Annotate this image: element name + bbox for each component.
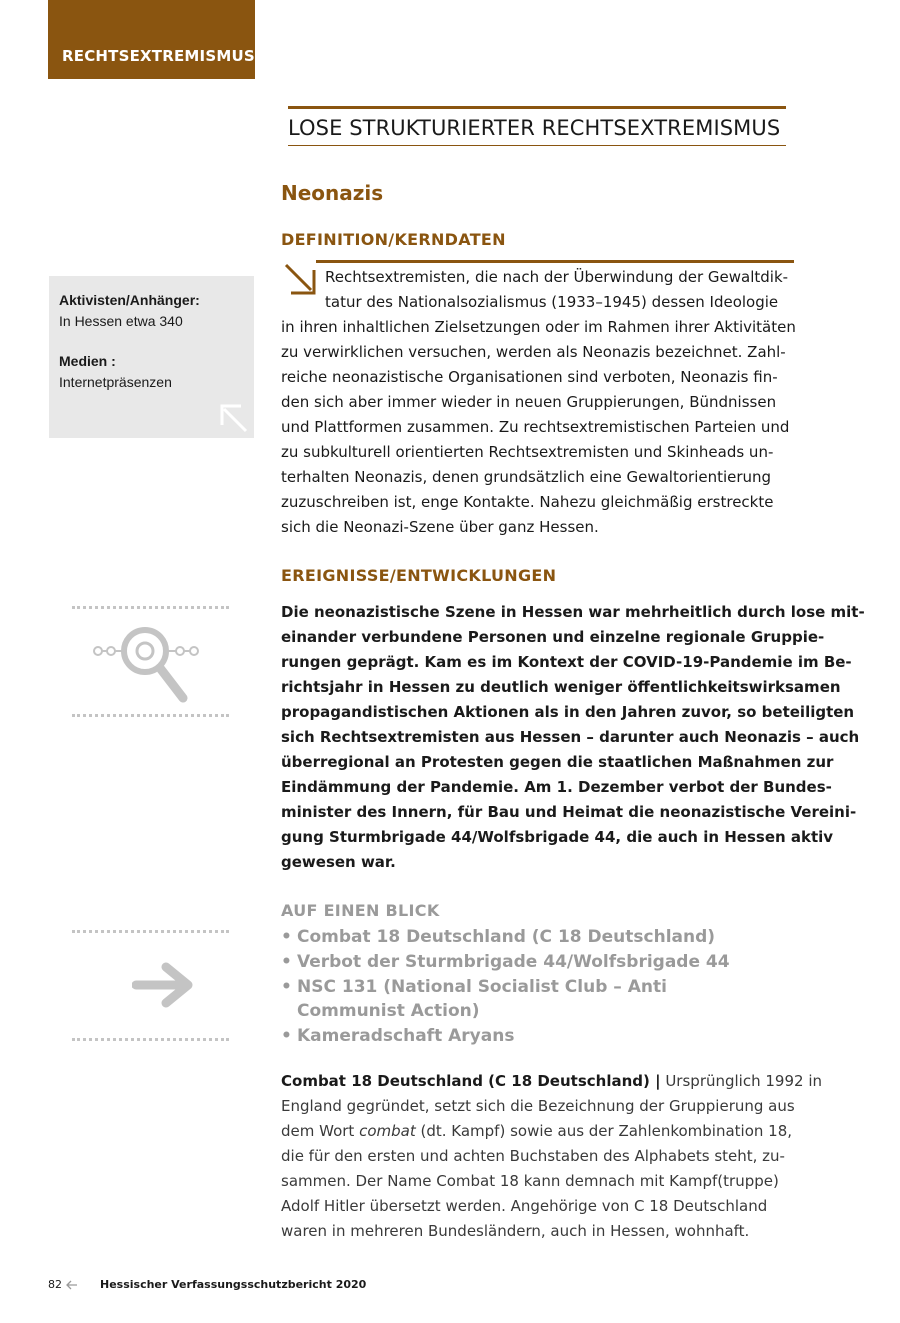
text-line: (dt. Kampf) sowie aus der Zahlenkombination 18,: [415, 1122, 793, 1140]
text-line: sich Rechtsextremisten aus Hessen – darunter auch Neonazis – auch: [281, 728, 860, 746]
text-line: zu subkulturell orientierten Rechtsextremisten und Skinheads un-: [281, 443, 774, 461]
text-line: in ihren inhaltlichen Zielsetzungen oder im Rahmen ihrer Aktivitäten: [281, 318, 796, 336]
text-line: überregional an Protesten gegen die staatlichen Maßnahmen zur: [281, 753, 834, 771]
events-text: [281, 600, 865, 875]
activists-value: In Hessen etwa 340: [59, 313, 183, 329]
definition-rule: [316, 260, 794, 263]
dotted-divider: [72, 714, 229, 717]
main-heading-box: [288, 106, 786, 146]
text-line: zu verwirklichen versuchen, werden als Neonazis bezeichnet. Zahl-: [281, 343, 786, 361]
combat18-text: [281, 1069, 822, 1244]
text-line: Die neonazistische Szene in Hessen war mehrheitlich durch lose mit-: [281, 603, 865, 621]
text-line: Rechtsextremisten, die nach der Überwindung der Gewaltdik-: [325, 268, 789, 286]
dotted-divider: [72, 1038, 229, 1041]
text-line: die für den ersten und achten Buchstaben des Alphabets steht, zu-: [281, 1147, 785, 1165]
key-facts-box: [49, 276, 254, 438]
arrow-up-left-icon: [214, 398, 254, 438]
text-line: terhalten Neonazis, denen grundsätzlich eine Gewaltorientierung: [281, 468, 772, 486]
emphasis-term: combat: [359, 1122, 416, 1140]
section-tab-label: RECHTSEXTREMISMUS: [62, 47, 255, 65]
arrow-right-icon: [132, 962, 194, 1008]
dotted-divider: [72, 930, 229, 933]
text-line: Eindämmung der Pandemie. Am 1. Dezember verbot der Bundes-: [281, 778, 832, 796]
text-line: Adolf Hitler übersetzt werden. Angehörige von C 18 Deutschland: [281, 1197, 768, 1215]
text-line: propagandistischen Aktionen als in den Jahren zuvor, so beteiligten: [281, 703, 855, 721]
page-number: [48, 1278, 62, 1291]
text-line: England gegründet, setzt sich die Bezeichnung der Gruppierung aus: [281, 1097, 795, 1115]
arrow-left-icon: [66, 1280, 78, 1290]
section-tab: [48, 0, 255, 79]
list-item: • Combat 18 Deutschland (C 18 Deutschland): [281, 925, 777, 949]
text-line: sammen. Der Name Combat 18 kann demnach mit Kampf(truppe): [281, 1172, 779, 1190]
text-line: richtsjahr in Hessen zu deutlich weniger öffentlichkeitswirksamen: [281, 678, 841, 696]
list-item: • Kameradschaft Aryans: [281, 1024, 777, 1048]
subheading: Neonazis: [281, 181, 384, 205]
activists-label: Aktivisten/Anhänger:: [59, 292, 200, 308]
text-line: reiche neonazistische Organisationen sind verboten, Neonazis fin-: [281, 368, 778, 386]
text-line: den sich aber immer wieder in neuen Gruppierungen, Bündnissen: [281, 393, 777, 411]
text-line: rungen geprägt. Kam es im Kontext der COVID-19-Pandemie im Be-: [281, 653, 852, 671]
text-line: gung Sturmbrigade 44/Wolfsbrigade 44, die auch in Hessen aktiv: [281, 828, 834, 846]
text-line: sich die Neonazi-Szene über ganz Hessen.: [281, 518, 599, 536]
text-line: gewesen war.: [281, 853, 396, 871]
text-line: einander verbundene Personen und einzelne regionale Gruppie-: [281, 628, 825, 646]
footer-title: Hessischer Verfassungsschutzbericht 2020: [100, 1278, 367, 1291]
list-item: • NSC 131 (National Socialist Club – Anti Communist Action): [281, 975, 752, 1023]
media-value: Internetpräsenzen: [59, 374, 172, 390]
text-line: und Plattformen zusammen. Zu rechtsextremistischen Parteien und: [281, 418, 790, 436]
at-a-glance-heading: AUF EINEN BLICK: [281, 901, 440, 920]
events-heading: EREIGNISSE/ENTWICKLUNGEN: [281, 566, 557, 585]
media-label: Medien :: [59, 353, 116, 369]
combat18-lead: Combat 18 Deutschland (C 18 Deutschland) |: [281, 1072, 661, 1090]
text-line: zuzuschreiben ist, enge Kontakte. Nahezu gleichmäßig erstreckte: [281, 493, 774, 511]
text-line: minister des Innern, für Bau und Heimat die neonazistische Vereini-: [281, 803, 857, 821]
at-a-glance-list: [281, 925, 777, 1049]
text-line: waren in mehreren Bundesländern, auch in Hessen, wohnhaft.: [281, 1222, 750, 1240]
definition-text: [281, 265, 797, 540]
dotted-divider: [72, 606, 229, 609]
list-item: • Verbot der Sturmbrigade 44/Wolfsbrigade 44: [281, 950, 777, 974]
main-heading: LOSE STRUKTURIERTER RECHTSEXTREMISMUS: [288, 116, 781, 140]
text-line: tatur des Nationalsozialismus (1933–1945) dessen Ideologie: [325, 293, 779, 311]
page-number-value: 82: [48, 1278, 62, 1291]
definition-heading: DEFINITION/KERNDATEN: [281, 230, 506, 249]
magnifier-network-icon: [90, 622, 215, 704]
text-line: dem Wort: [281, 1122, 360, 1140]
text-line: Ursprünglich 1992 in: [660, 1072, 822, 1090]
